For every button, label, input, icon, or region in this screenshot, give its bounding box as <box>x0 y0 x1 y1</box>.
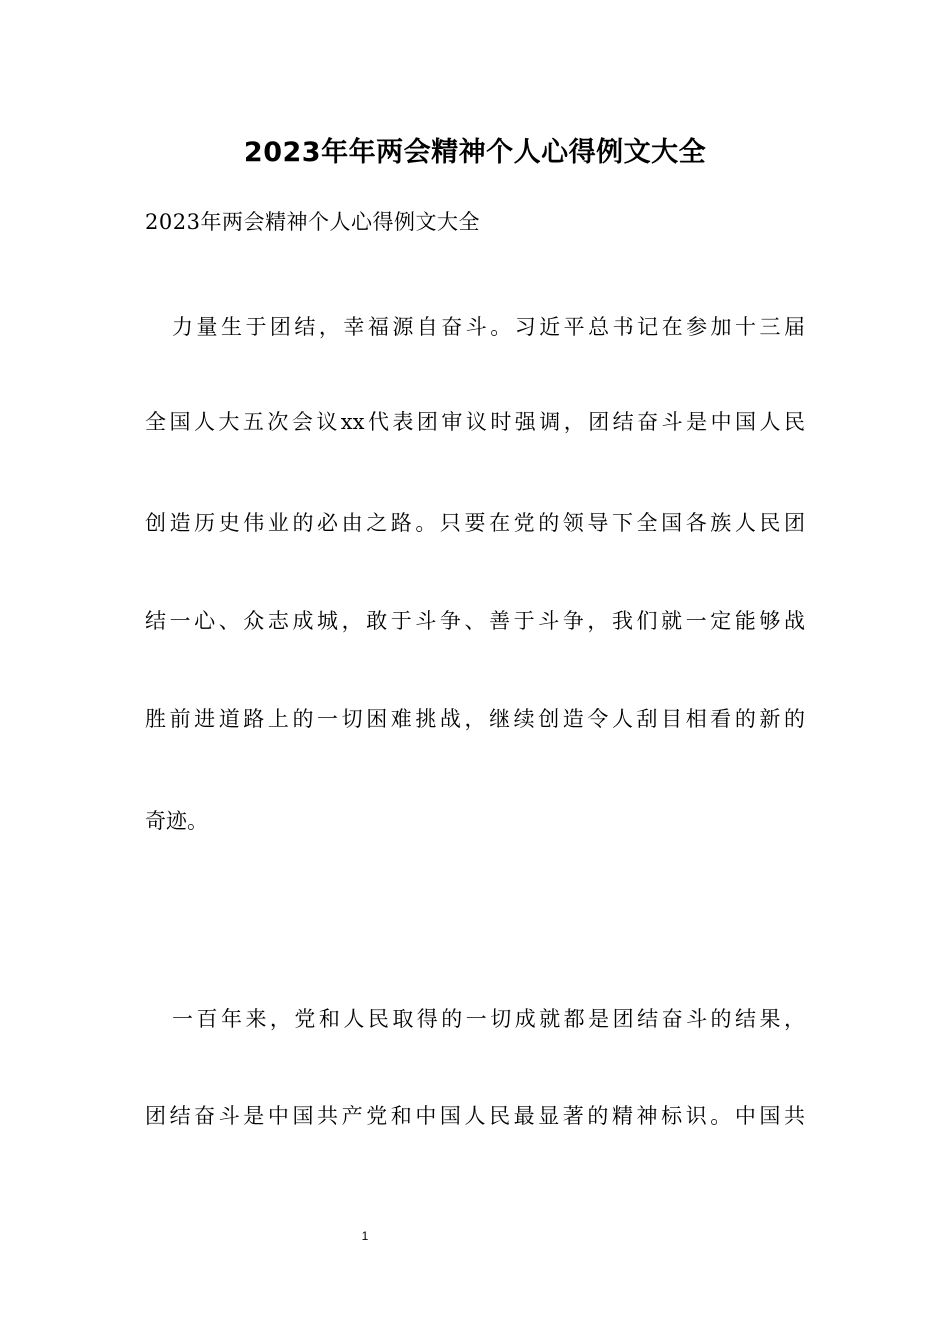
paragraph-line: 创造历史伟业的必由之路。只要在党的领导下全国各族人民团 <box>145 511 805 535</box>
paragraph-line: 力量生于团结，幸福源自奋斗。习近平总书记在参加十三届 <box>172 315 805 339</box>
paragraph-line: 一百年来，党和人民取得的一切成就都是团结奋斗的结果， <box>172 1007 805 1031</box>
paragraph-line: 奇迹。 <box>145 809 208 833</box>
paragraph-line: 全国人大五次会议xx代表团审议时强调，团结奋斗是中国人民 <box>145 410 805 434</box>
document-subtitle: 2023年两会精神个人心得例文大全 <box>145 210 480 234</box>
paragraph-line: 结一心、众志成城，敢于斗争、善于斗争，我们就一定能够战 <box>145 609 805 633</box>
page-number: 1 <box>361 1229 369 1243</box>
document-title: 2023年年两会精神个人心得例文大全 <box>243 137 707 168</box>
paragraph-line: 团结奋斗是中国共产党和中国人民最显著的精神标识。中国共 <box>145 1104 805 1128</box>
paragraph-line: 胜前进道路上的一切困难挑战，继续创造令人刮目相看的新的 <box>145 707 805 731</box>
